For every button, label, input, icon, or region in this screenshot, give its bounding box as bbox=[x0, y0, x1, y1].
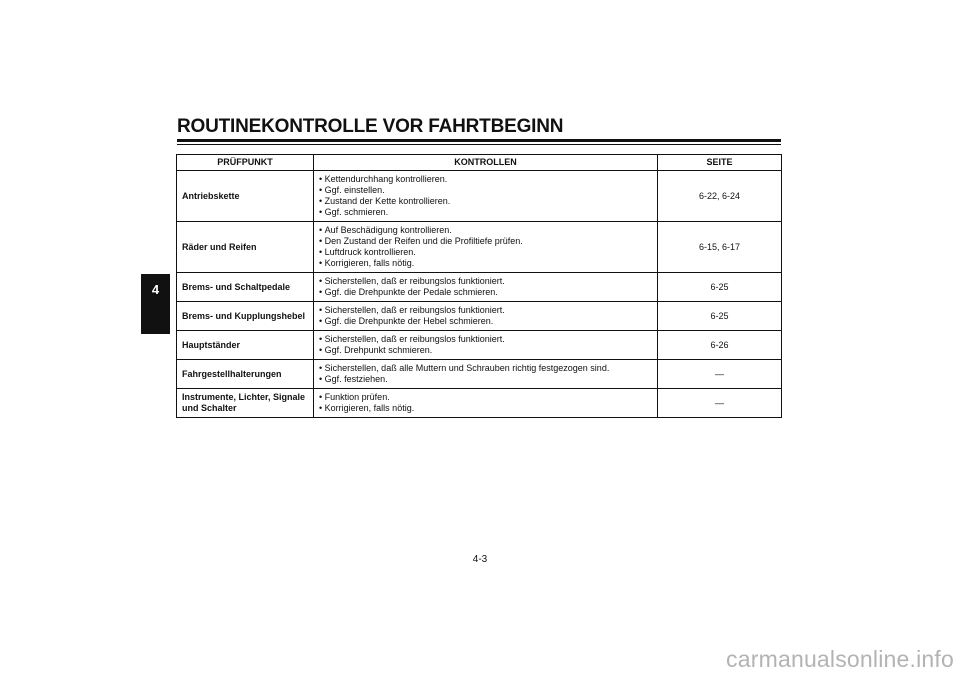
table-row bbox=[177, 389, 782, 418]
check-controls bbox=[314, 360, 658, 389]
reference-page: — bbox=[658, 360, 782, 389]
control-item: • Auf Beschädigung kontrollieren. bbox=[319, 225, 652, 236]
control-item: • Zustand der Kette kontrollieren. bbox=[319, 196, 652, 207]
check-point: Instrumente, Lichter, Signale und Schalter bbox=[177, 389, 314, 418]
control-item: • Sicherstellen, daß er reibungslos funktioniert. bbox=[319, 305, 652, 316]
control-item: • Luftdruck kontrollieren. bbox=[319, 247, 652, 258]
reference-page: 6-15, 6-17 bbox=[658, 222, 782, 273]
page-title: ROUTINEKONTROLLE VOR FAHRTBEGINN bbox=[177, 116, 564, 137]
control-list bbox=[319, 334, 652, 356]
title-rule-thick bbox=[177, 139, 781, 142]
table-header-row bbox=[177, 155, 782, 171]
reference-page: 6-26 bbox=[658, 331, 782, 360]
check-controls bbox=[314, 389, 658, 418]
check-point: Hauptständer bbox=[177, 331, 314, 360]
check-controls bbox=[314, 273, 658, 302]
page-number: 4-3 bbox=[472, 554, 488, 565]
table-row bbox=[177, 222, 782, 273]
control-item: • Sicherstellen, daß alle Muttern und Schrauben richtig festgezogen sind. bbox=[319, 363, 652, 374]
title-rule-thin bbox=[177, 144, 781, 145]
check-controls bbox=[314, 302, 658, 331]
table-row bbox=[177, 331, 782, 360]
table-row bbox=[177, 360, 782, 389]
checklist-table bbox=[176, 154, 782, 418]
control-item: • Ggf. die Drehpunkte der Pedale schmieren. bbox=[319, 287, 652, 298]
table-row bbox=[177, 302, 782, 331]
control-item: • Funktion prüfen. bbox=[319, 392, 652, 403]
chapter-number: 4 bbox=[151, 282, 160, 297]
header-pruefpunkt: PRÜFPUNKT bbox=[177, 155, 314, 171]
control-item: • Sicherstellen, daß er reibungslos funktioniert. bbox=[319, 334, 652, 345]
table-body bbox=[177, 171, 782, 418]
check-point: Fahrgestellhalterungen bbox=[177, 360, 314, 389]
control-item: • Ggf. festziehen. bbox=[319, 374, 652, 385]
watermark: carmanualsonline.info bbox=[726, 646, 954, 672]
control-list bbox=[319, 174, 652, 218]
reference-page: — bbox=[658, 389, 782, 418]
control-item: • Kettendurchhang kontrollieren. bbox=[319, 174, 652, 185]
table-row bbox=[177, 273, 782, 302]
control-item: • Korrigieren, falls nötig. bbox=[319, 258, 652, 269]
check-controls bbox=[314, 222, 658, 273]
header-kontrollen: KONTROLLEN bbox=[314, 155, 658, 171]
control-list bbox=[319, 305, 652, 327]
check-point: Brems- und Kupplungshebel bbox=[177, 302, 314, 331]
check-controls bbox=[314, 171, 658, 222]
table-row bbox=[177, 171, 782, 222]
control-item: • Korrigieren, falls nötig. bbox=[319, 403, 652, 414]
control-item: • Ggf. Drehpunkt schmieren. bbox=[319, 345, 652, 356]
control-list bbox=[319, 363, 652, 385]
control-list bbox=[319, 392, 652, 414]
control-item: • Den Zustand der Reifen und die Profiltiefe prüfen. bbox=[319, 236, 652, 247]
check-controls bbox=[314, 331, 658, 360]
check-point: Brems- und Schaltpedale bbox=[177, 273, 314, 302]
reference-page: 6-25 bbox=[658, 273, 782, 302]
chapter-tab bbox=[141, 274, 170, 334]
header-seite: SEITE bbox=[658, 155, 782, 171]
check-point: Antriebskette bbox=[177, 171, 314, 222]
reference-page: 6-25 bbox=[658, 302, 782, 331]
control-item: • Ggf. die Drehpunkte der Hebel schmieren. bbox=[319, 316, 652, 327]
control-item: • Ggf. einstellen. bbox=[319, 185, 652, 196]
reference-page: 6-22, 6-24 bbox=[658, 171, 782, 222]
check-point: Räder und Reifen bbox=[177, 222, 314, 273]
control-item: • Sicherstellen, daß er reibungslos funktioniert. bbox=[319, 276, 652, 287]
control-item: • Ggf. schmieren. bbox=[319, 207, 652, 218]
control-list bbox=[319, 225, 652, 269]
control-list bbox=[319, 276, 652, 298]
